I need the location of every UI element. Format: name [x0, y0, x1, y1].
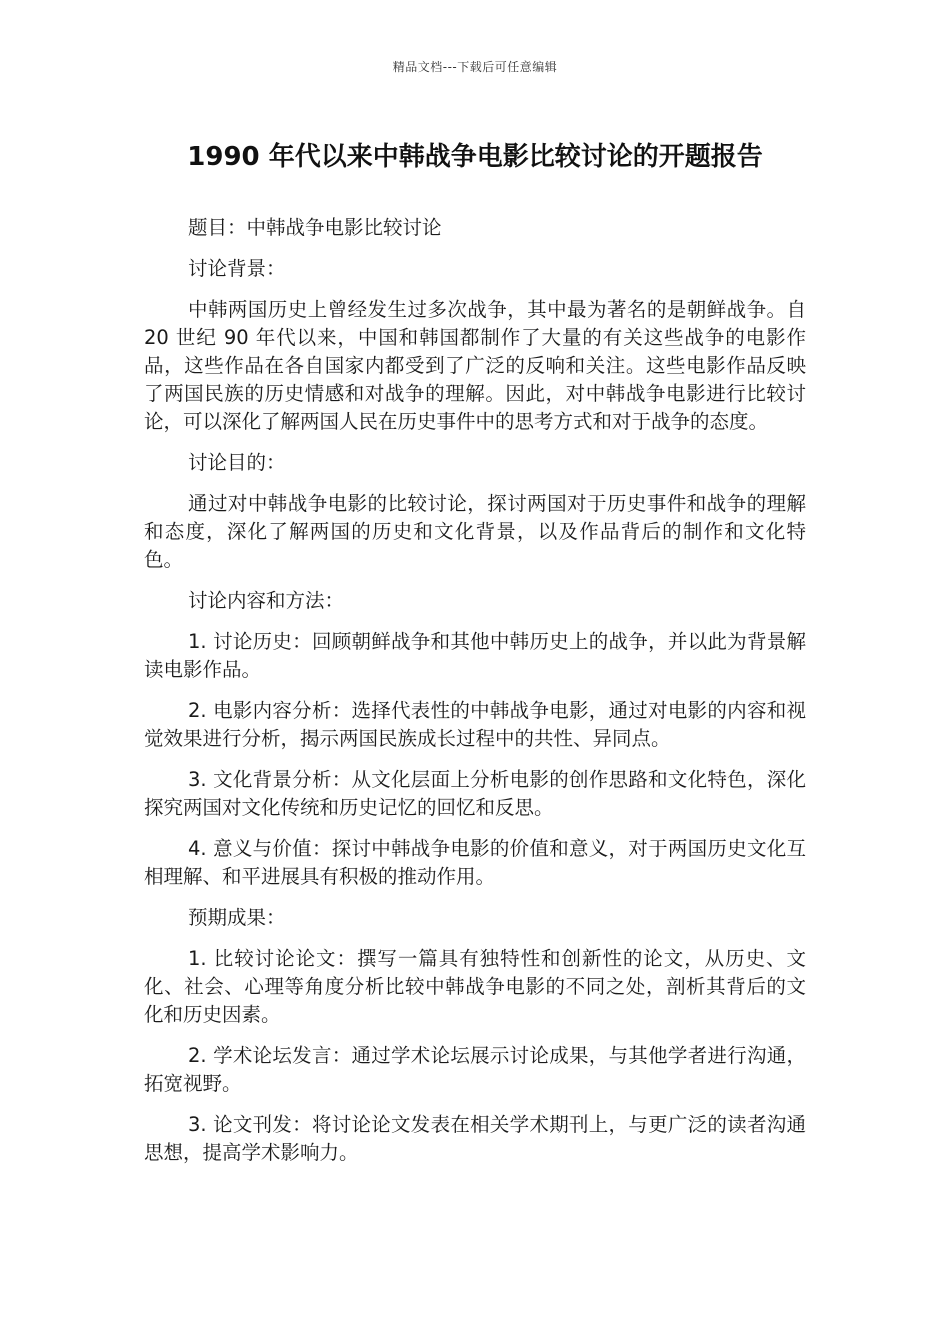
outcome-item: 1. 比较讨论论文：撰写一篇具有独特性和创新性的论文，从历史、文化、社会、心理等角度分析比较中韩战争电影的不同之处，剖析其背后的文化和历史因素。: [144, 947, 806, 1026]
background-paragraph: 中韩两国历史上曾经发生过多次战争，其中最为著名的是朝鲜战争。自 20 世纪 90 年代以来，中国和韩国都制作了大量的有关这些战争的电影作品，这些作品在各自国家内都受到了广泛的反响和关注。这些电影作品反映了两国民族的历史情感和对战争的理解。因此，对中韩战争电影进行比较讨论，可以深化了解两国人民在历史事件中的思考方式和对于战争的态度。: [144, 298, 806, 433]
method-item: 2. 电影内容分析：选择代表性的中韩战争电影，通过对电影的内容和视觉效果进行分析，揭示两国民族成长过程中的共性、异同点。: [144, 699, 806, 750]
document-title: 1990 年代以来中韩战争电影比较讨论的开题报告: [187, 142, 763, 172]
purpose-paragraph: 通过对中韩战争电影的比较讨论，探讨两国对于历史事件和战争的理解和态度，深化了解两国的历史和文化背景，以及作品背后的制作和文化特色。: [144, 492, 806, 571]
section-heading-purpose: 讨论目的：: [188, 451, 286, 474]
outcome-item: 2. 学术论坛发言：通过学术论坛展示讨论成果，与其他学者进行沟通，拓宽视野。: [144, 1044, 806, 1095]
method-item: 3. 文化背景分析：从文化层面上分析电影的创作思路和文化特色，深化探究两国对文化传统和历史记忆的回忆和反思。: [144, 768, 806, 819]
outcome-item: 3. 论文刊发：将讨论论文发表在相关学术期刊上，与更广泛的读者沟通思想，提高学术影响力。: [144, 1113, 806, 1164]
header-note: 精品文档---下载后可任意编辑: [392, 60, 558, 74]
section-heading-methods: 讨论内容和方法：: [188, 589, 345, 612]
document-body: [144, 214, 806, 1180]
section-heading-outcomes: 预期成果：: [188, 906, 286, 929]
topic-line: 题目：中韩战争电影比较讨论: [188, 216, 442, 239]
method-item: 1. 讨论历史：回顾朝鲜战争和其他中韩历史上的战争，并以此为背景解读电影作品。: [144, 630, 806, 681]
method-item: 4. 意义与价值：探讨中韩战争电影的价值和意义，对于两国历史文化互相理解、和平进展具有积极的推动作用。: [144, 837, 806, 888]
section-heading-background: 讨论背景：: [188, 257, 286, 280]
